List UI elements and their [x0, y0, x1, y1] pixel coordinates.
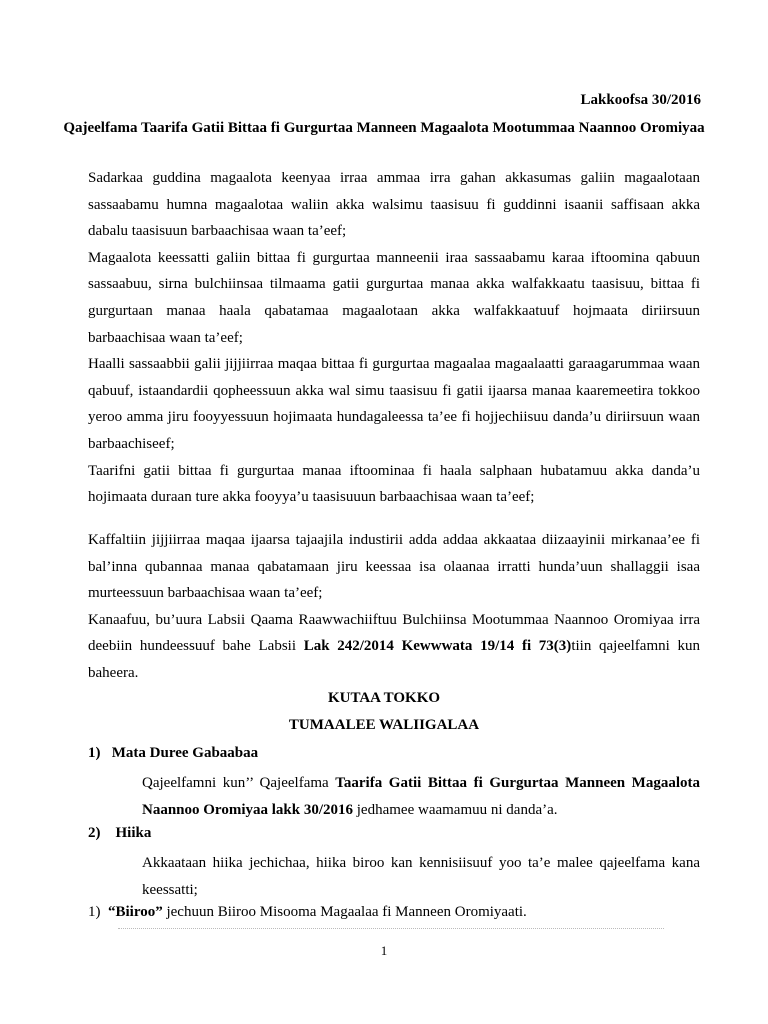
page-break-rule — [118, 928, 664, 929]
enactment-paragraph — [88, 607, 700, 687]
item-1-title: Mata Duree Gabaabaa — [111, 745, 259, 761]
item-1-text-start: Qajeelfamni kun’’ Qajeelfama — [142, 775, 336, 791]
preamble-paragraph-1: Sadarkaa guddina magaalota keenyaa irraa ammaa irra gahan akkasumas galiin magaalotaan sassaabamu humna magaalotaa waliin akka walsimu taasisuu fi guddinni isaanii saffisaan akka dabalu taasisuun barbaachisaa waan ta’eef; — [88, 170, 700, 240]
item-2-text: Akkaataan hiika jechichaa, hiika biroo kan kennisiisuuf yoo ta’e malee qajeelfama kana keessatti; — [142, 855, 700, 898]
item-1-text-bold: Taarifa Gatii Bittaa fi Gurgurtaa Manneen Magaalota Naannoo Oromiyaa lakk 30/2016 — [142, 775, 700, 818]
definition-1-text: jechuun Biiroo Misooma Magaalaa fi Manneen Oromiyaati. — [162, 904, 527, 920]
document-number: Lakkoofsa 30/2016 — [580, 92, 701, 108]
item-1-heading — [88, 745, 258, 762]
preamble-paragraph-5: Kaffaltiin jijjiirraa maqaa ijaarsa tajaajila industirii adda addaa akkaataa diizaayinii mirkanaa’ee fi bal’inna qubannaa manaa qabatamaan jiru keessaa isa olaanaa irratti hunda’uun shallaggii isaa murteessuun barbaachisaa waan ta’eef; — [88, 532, 700, 602]
item-2-heading — [88, 825, 151, 842]
page-number: 1 — [380, 943, 388, 958]
item-2-title: Hiika — [115, 825, 152, 841]
item-1-text — [142, 770, 700, 824]
preamble-block-2 — [88, 527, 700, 687]
definition-1-number: 1) — [88, 904, 101, 920]
item-2-number: 2) — [88, 825, 101, 841]
document-title: Qajeelfama Taarifa Gatii Bittaa fi Gurgurtaa Manneen Magaalota Mootummaa Naannoo Oromiyaa — [63, 120, 705, 136]
enactment-law-reference: Lak 242/2014 Kewwwata 19/14 fi 73(3) — [303, 638, 572, 655]
item-1-text-end: jedhamee waamamuu ni danda’a. — [353, 802, 558, 818]
preamble-paragraph-2: Magaalota keessatti galiin bittaa fi gurgurtaa manneenii iraa sassaabamu karaa iftoomina qabuun sassaabuu, sirna bulchiinsaa tilmaama gatii gurgurtaa manaa akka walfakkaatu taasisuu, bittaa fi gurgurtaan manaa haala qabatamaa magaalotaan akka walfakkaatuuf hojmaata diriirsuun barbaachisaa waan ta’eef; — [88, 249, 700, 346]
enactment-text-start: Kanaafuu, bu’uura Labsii Qaama Raawwachiiftuu Bulchiinsa Mootummaa Naannoo Oromiyaa irra deebiin hundeessuuf bahe Labsii — [88, 611, 700, 655]
definition-1 — [88, 904, 527, 921]
section-heading: KUTAA TOKKO — [327, 690, 441, 706]
preamble-paragraph-4: Taarifni gatii bittaa fi gurgurtaa manaa iftoominaa fi haala salphaan hubatamuu akka danda’u hojimaata duraan ture akka fooyya’u taasisuuun barbaachisaa waan ta’eef; — [88, 462, 700, 506]
section-subheading: TUMAALEE WALIIGALAA — [288, 717, 480, 733]
preamble-block — [88, 165, 700, 511]
preamble-paragraph-3: Haalli sassaabbii galii jijjiirraa maqaa bittaa fi gurgurtaa magaalaa magaalaatti garaagarummaa waan qabuuf, istaandardii qopheessuun akka wal simu taasisuu fi gatii ijaarsa manaa kaaremeetira tokkoo yeroo amma jiru fooyyessuun hojimaata hundagaleessa ta’ee fi hojjechiisuu danda’u diriirsuun waan barbaachiseef; — [88, 356, 700, 452]
enactment-text-end: tiin qajeelfamni kun baheera. — [88, 638, 700, 681]
definition-1-term: “Biiroo” — [108, 904, 163, 920]
item-1-number: 1) — [88, 745, 101, 761]
